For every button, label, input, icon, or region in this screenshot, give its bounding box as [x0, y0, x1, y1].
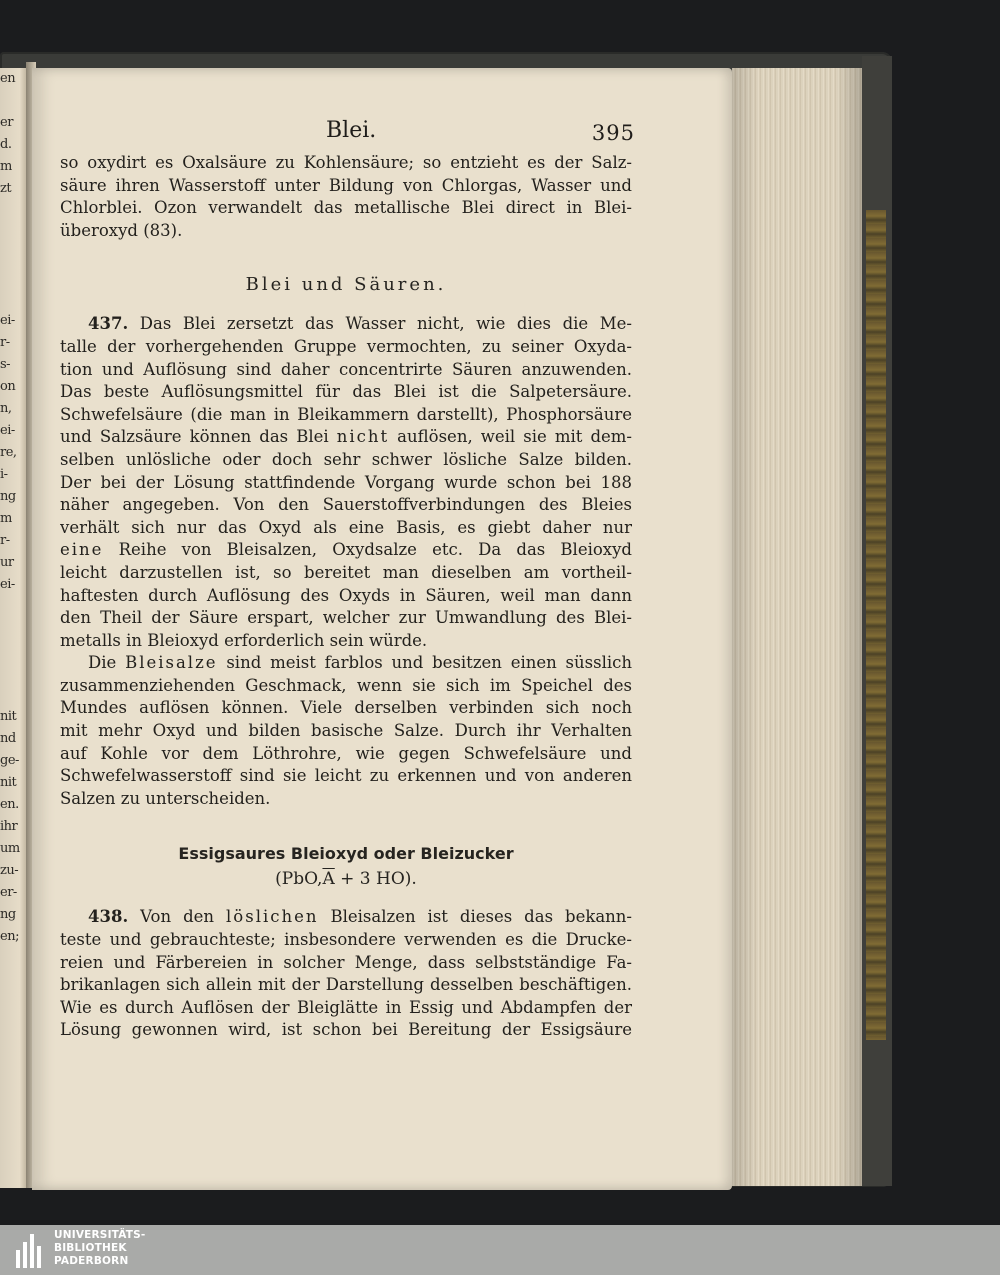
- left-page-fragment: m: [0, 159, 12, 174]
- left-page-fragment: zu-: [0, 863, 19, 878]
- left-page-fragment: d.: [0, 137, 12, 152]
- paragraph-437: [60, 313, 632, 652]
- text-line: den Theil der Säure erspart, welcher zur Umwandlung des Blei-: [60, 608, 632, 628]
- text-span: sind meist farblos und besitzen einen süsslich: [217, 653, 632, 673]
- left-page-fragment: [0, 266, 28, 288]
- left-page-fragment: s-: [0, 357, 11, 372]
- left-page-fragment: nd: [0, 731, 16, 746]
- library-logo-text: [54, 1229, 145, 1268]
- text-line: haftesten durch Auflösung des Oxyds in Säuren, weil man dann: [60, 585, 632, 605]
- left-page-fragment: [0, 618, 28, 640]
- left-page-fragment: [0, 244, 28, 266]
- left-page-fragment: zt: [0, 181, 12, 196]
- left-page-fragment: ihr: [0, 819, 18, 834]
- left-page-fragment: [0, 684, 28, 706]
- text-span: Bleisalzen ist dieses das bekann-: [318, 907, 632, 927]
- section-heading: Blei und Säuren.: [245, 274, 447, 296]
- formula-part: + 3 HO).: [334, 869, 417, 890]
- left-page-text-fragments: [0, 68, 28, 948]
- text-line: tion und Auflösung sind daher concentrirte Säuren anzuwenden.: [60, 359, 632, 379]
- text-line: näher angegeben. Von den Sauerstoffverbindungen des Bleies: [60, 495, 632, 515]
- text-line: metalls in Bleioxyd erforderlich sein würde.: [60, 630, 428, 650]
- page-header: [60, 118, 635, 152]
- text-line: [60, 652, 632, 675]
- formula-part: (PbO,: [275, 869, 323, 890]
- logo-line: PADERBORN: [54, 1255, 129, 1267]
- text-line: Schwefelwasserstoff sind sie leicht zu erkennen und von anderen: [60, 766, 632, 786]
- left-page-fragment: er: [0, 115, 13, 130]
- paragraph-number: 437.: [88, 314, 129, 334]
- emphasis-nicht: nicht: [336, 427, 390, 447]
- left-page-fragment: ei-: [0, 577, 15, 592]
- text-line: [60, 906, 632, 929]
- left-page-fragment: ei-: [0, 313, 15, 328]
- left-page-fragment: [0, 640, 28, 662]
- text-line: Schwefelsäure (die man in Bleikammern darstellt), Phosphorsäure: [60, 404, 632, 424]
- paragraph-number: 438.: [88, 907, 129, 927]
- text-line: Chlorblei. Ozon verwandelt das metallische Blei direct in Blei-: [60, 198, 632, 218]
- text-line: Das beste Auflösungsmittel für das Blei ist die Salpetersäure.: [60, 382, 632, 402]
- logo-line: UNIVERSITÄTS-: [54, 1229, 146, 1241]
- page-block-edges: [732, 68, 864, 1186]
- left-page-fragment: ng: [0, 907, 16, 922]
- logo-line: BIBLIOTHEK: [54, 1242, 127, 1254]
- text-line: überoxyd (83).: [60, 220, 183, 240]
- text-line: Salzen zu unterscheiden.: [60, 788, 271, 808]
- left-page-fragment: [0, 596, 28, 618]
- left-page-fragment: r-: [0, 533, 10, 548]
- text-line: Mundes auflösen können. Viele derselben verbinden sich noch: [60, 698, 632, 718]
- paragraph-bleisalze: [60, 652, 632, 810]
- paragraph-438: [60, 906, 632, 1042]
- text-span: und Salzsäure können das Blei: [60, 427, 337, 447]
- emphasis-loeslichen: löslichen: [226, 907, 319, 927]
- text-line: so oxydirt es Oxalsäure zu Kohlensäure; so entzieht es der Salz-: [60, 153, 632, 172]
- text-line: Lösung gewonnen wird, ist schon bei Bereitung der Essigsäure: [60, 1020, 632, 1040]
- text-line: selben unlösliche oder doch sehr schwer lösliche Salze bilden.: [60, 449, 632, 469]
- library-logo-icon: [16, 1232, 46, 1268]
- formula-overline-symbol: $\overline{A}$: [322, 869, 335, 890]
- left-page-fragment: [0, 288, 28, 310]
- left-page-fragment: um: [0, 841, 20, 856]
- text-span: Das Blei zersetzt das Wasser nicht, wie dies die Me-: [139, 314, 632, 334]
- left-page-fragment: r-: [0, 335, 10, 350]
- text-line: Der bei der Lösung stattfindende Vorgang wurde schon bei 188: [60, 472, 632, 492]
- left-page-fragment: m: [0, 511, 12, 526]
- left-page-fragment: en;: [0, 929, 19, 944]
- left-page-fragment: er-: [0, 885, 17, 900]
- left-page-edge: [0, 68, 28, 1188]
- left-page-fragment: re,: [0, 445, 17, 460]
- left-page-fragment: en: [0, 71, 16, 86]
- text-line: [60, 313, 632, 336]
- left-page-fragment: [0, 90, 28, 112]
- text-span: auflösen, weil sie mit dem-: [389, 427, 632, 447]
- text-line: verhält sich nur das Oxyd als eine Basis, es giebt daher nur: [60, 517, 632, 537]
- emphasis-bleisalze: Bleisalze: [125, 653, 218, 673]
- chemical-formula: [60, 866, 632, 892]
- text-line: zusammenziehenden Geschmack, wenn sie sich im Speichel des: [60, 675, 632, 695]
- left-page-fragment: [0, 662, 28, 684]
- left-page-fragment: ng: [0, 489, 16, 504]
- left-page-fragment: i-: [0, 467, 8, 482]
- text-line: [60, 539, 632, 562]
- left-page-fragment: en.: [0, 797, 19, 812]
- text-span: Von den: [140, 907, 227, 927]
- subheading: Essigsaures Bleioxyd oder Bleizucker: [178, 844, 514, 864]
- library-footer-bar: [0, 1225, 1000, 1275]
- text-line: säure ihren Wasserstoff unter Bildung von Chlorgas, Wasser und: [60, 175, 632, 195]
- left-page-fragment: nit: [0, 709, 17, 724]
- left-page-fragment: on: [0, 379, 16, 394]
- left-page-fragment: nit: [0, 775, 17, 790]
- emphasis-eine: eine: [60, 540, 104, 560]
- page-number: 395: [591, 121, 635, 145]
- page-body: [60, 152, 632, 1042]
- text-line: [60, 426, 632, 449]
- text-line: mit mehr Oxyd und bilden basische Salze. Durch ihr Verhalten: [60, 721, 632, 741]
- intro-paragraph: [60, 152, 632, 242]
- left-page-fragment: ge-: [0, 753, 19, 768]
- left-page-fragment: [0, 222, 28, 244]
- text-line: leicht darzustellen ist, so bereitet man dieselben am vortheil-: [60, 562, 632, 582]
- text-line: reien und Färbereien in solcher Menge, dass selbstständige Fa-: [60, 952, 632, 972]
- text-line: auf Kohle vor dem Löthrohre, wie gegen Schwefelsäure und: [60, 743, 632, 763]
- text-span: Reihe von Bleisalzen, Oxydsalze etc. Da das Bleioxyd: [103, 540, 632, 560]
- text-line: brikanlagen sich allein mit der Darstellung desselben beschäftigen.: [60, 975, 632, 995]
- text-line: teste und gebrauchteste; insbesondere verwenden es die Drucke-: [60, 930, 632, 950]
- left-page-fragment: ur: [0, 555, 14, 570]
- running-head: Blei.: [326, 118, 377, 143]
- left-page-fragment: n,: [0, 401, 12, 416]
- text-line: talle der vorhergehenden Gruppe vermochten, zu seiner Oxyda-: [60, 336, 632, 356]
- left-page-fragment: ei-: [0, 423, 15, 438]
- spine-gilt-band: [866, 210, 886, 1040]
- text-span: Die: [88, 653, 126, 673]
- text-line: Wie es durch Auflösen der Bleiglätte in Essig und Abdampfen der: [60, 997, 632, 1017]
- left-page-fragment: [0, 200, 28, 222]
